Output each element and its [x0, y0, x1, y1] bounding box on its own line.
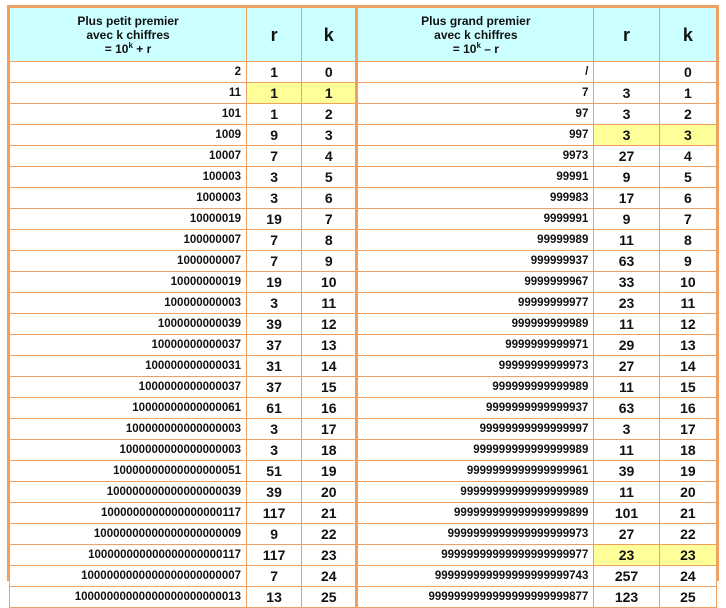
- header-largest-prime: [357, 8, 594, 62]
- largest-r-cell: 257: [594, 566, 659, 587]
- smallest-prime-cell: 1000000000039: [10, 314, 247, 335]
- smallest-k-cell: 18: [302, 440, 357, 461]
- largest-r-cell: 17: [594, 188, 659, 209]
- smallest-k-cell: 20: [302, 482, 357, 503]
- largest-prime-cell: 99999999999999999999977: [357, 545, 594, 566]
- table-row: [10, 419, 717, 440]
- largest-prime-cell: 999999999999989: [357, 377, 594, 398]
- largest-prime-cell: 9999999967: [357, 272, 594, 293]
- largest-r-cell: 11: [594, 377, 659, 398]
- header-right-line3-pre: = 10: [452, 41, 477, 56]
- header-left-r: r: [247, 8, 302, 62]
- smallest-k-cell: 16: [302, 398, 357, 419]
- smallest-r-cell: 13: [247, 587, 302, 608]
- smallest-k-cell: 17: [302, 419, 357, 440]
- table-row: [10, 272, 717, 293]
- smallest-k-cell: 25: [302, 587, 357, 608]
- smallest-k-cell: 0: [302, 62, 357, 83]
- largest-k-cell: 25: [659, 587, 716, 608]
- smallest-r-cell: 61: [247, 398, 302, 419]
- table-row: [10, 545, 717, 566]
- smallest-prime-cell: 1009: [10, 125, 247, 146]
- largest-prime-cell: 97: [357, 104, 594, 125]
- table-row: [10, 188, 717, 209]
- largest-k-cell: 1: [659, 83, 716, 104]
- largest-prime-cell: 999999999999999999999743: [357, 566, 594, 587]
- table-row: [10, 62, 717, 83]
- header-left-exponent: k: [128, 40, 133, 50]
- table-row: [10, 293, 717, 314]
- smallest-k-cell: 4: [302, 146, 357, 167]
- largest-prime-cell: 99999999999999997: [357, 419, 594, 440]
- table-row: [10, 377, 717, 398]
- smallest-prime-cell: 10000000000000000051: [10, 461, 247, 482]
- smallest-prime-cell: 100000000000000000039: [10, 482, 247, 503]
- primes-table: [9, 7, 717, 608]
- header-right-line1: Plus grand premier: [421, 13, 531, 28]
- smallest-k-cell: 3: [302, 125, 357, 146]
- smallest-prime-cell: 1000000000000037: [10, 377, 247, 398]
- largest-prime-cell: /: [357, 62, 594, 83]
- smallest-r-cell: 117: [247, 545, 302, 566]
- largest-k-cell: 3: [659, 125, 716, 146]
- table-row: [10, 209, 717, 230]
- smallest-r-cell: 39: [247, 314, 302, 335]
- smallest-r-cell: 9: [247, 125, 302, 146]
- largest-k-cell: 0: [659, 62, 716, 83]
- smallest-r-cell: 7: [247, 251, 302, 272]
- largest-r-cell: 23: [594, 293, 659, 314]
- smallest-r-cell: 3: [247, 419, 302, 440]
- largest-r-cell: 11: [594, 230, 659, 251]
- smallest-prime-cell: 1000000007: [10, 251, 247, 272]
- largest-r-cell: 63: [594, 398, 659, 419]
- largest-prime-cell: 99999999977: [357, 293, 594, 314]
- smallest-k-cell: 12: [302, 314, 357, 335]
- largest-k-cell: 2: [659, 104, 716, 125]
- smallest-k-cell: 14: [302, 356, 357, 377]
- largest-r-cell: 27: [594, 524, 659, 545]
- header-right-k: k: [659, 8, 716, 62]
- header-smallest-prime: [10, 8, 247, 62]
- table-row: [10, 524, 717, 545]
- smallest-r-cell: 31: [247, 356, 302, 377]
- smallest-k-cell: 11: [302, 293, 357, 314]
- largest-prime-cell: 99999999999973: [357, 356, 594, 377]
- largest-r-cell: 23: [594, 545, 659, 566]
- smallest-prime-cell: 1000000000000000003: [10, 440, 247, 461]
- smallest-prime-cell: 10000000019: [10, 272, 247, 293]
- smallest-prime-cell: 10007: [10, 146, 247, 167]
- largest-prime-cell: 999999937: [357, 251, 594, 272]
- smallest-prime-cell: 10000019: [10, 209, 247, 230]
- largest-prime-cell: 9999999999999999961: [357, 461, 594, 482]
- largest-r-cell: 11: [594, 440, 659, 461]
- largest-prime-cell: 99999989: [357, 230, 594, 251]
- smallest-r-cell: 19: [247, 272, 302, 293]
- smallest-r-cell: 9: [247, 524, 302, 545]
- table-row: [10, 314, 717, 335]
- table-body: [10, 62, 717, 608]
- smallest-prime-cell: 10000000000000061: [10, 398, 247, 419]
- largest-k-cell: 8: [659, 230, 716, 251]
- table-row: [10, 503, 717, 524]
- smallest-r-cell: 3: [247, 440, 302, 461]
- smallest-k-cell: 10: [302, 272, 357, 293]
- table-row: [10, 125, 717, 146]
- smallest-prime-cell: 100000000000000000000117: [10, 545, 247, 566]
- largest-prime-cell: 99999999999999999989: [357, 482, 594, 503]
- table-row: [10, 167, 717, 188]
- largest-prime-cell: 997: [357, 125, 594, 146]
- smallest-prime-cell: 10000000000037: [10, 335, 247, 356]
- largest-k-cell: 4: [659, 146, 716, 167]
- largest-r-cell: 27: [594, 356, 659, 377]
- largest-k-cell: 14: [659, 356, 716, 377]
- primes-table-frame: [7, 5, 719, 605]
- smallest-r-cell: 37: [247, 335, 302, 356]
- smallest-prime-cell: 100003: [10, 167, 247, 188]
- largest-r-cell: 9: [594, 167, 659, 188]
- smallest-k-cell: 6: [302, 188, 357, 209]
- largest-k-cell: 24: [659, 566, 716, 587]
- largest-r-cell: 29: [594, 335, 659, 356]
- largest-r-cell: 11: [594, 482, 659, 503]
- largest-k-cell: 11: [659, 293, 716, 314]
- largest-r-cell: 3: [594, 419, 659, 440]
- smallest-prime-cell: 10000000000000000000000013: [10, 587, 247, 608]
- smallest-r-cell: 3: [247, 293, 302, 314]
- largest-k-cell: 19: [659, 461, 716, 482]
- largest-r-cell: 101: [594, 503, 659, 524]
- largest-k-cell: 17: [659, 419, 716, 440]
- smallest-r-cell: 3: [247, 188, 302, 209]
- header-right-line3-post: – r: [480, 41, 499, 56]
- table-row: [10, 482, 717, 503]
- largest-r-cell: 123: [594, 587, 659, 608]
- largest-r-cell: 11: [594, 314, 659, 335]
- smallest-k-cell: 7: [302, 209, 357, 230]
- table-row: [10, 251, 717, 272]
- smallest-r-cell: 3: [247, 167, 302, 188]
- largest-r-cell: 39: [594, 461, 659, 482]
- largest-r-cell: 9: [594, 209, 659, 230]
- smallest-k-cell: 21: [302, 503, 357, 524]
- header-left-line3-post: + r: [132, 41, 152, 56]
- table-row: [10, 356, 717, 377]
- largest-k-cell: 5: [659, 167, 716, 188]
- smallest-r-cell: 117: [247, 503, 302, 524]
- table-row: [10, 566, 717, 587]
- largest-prime-cell: 9999999999971: [357, 335, 594, 356]
- table-row: [10, 440, 717, 461]
- largest-prime-cell: 999999999999999999899: [357, 503, 594, 524]
- largest-r-cell: 27: [594, 146, 659, 167]
- smallest-prime-cell: 100000000000031: [10, 356, 247, 377]
- largest-r-cell: 3: [594, 104, 659, 125]
- smallest-k-cell: 15: [302, 377, 357, 398]
- smallest-prime-cell: 100000000003: [10, 293, 247, 314]
- smallest-r-cell: 19: [247, 209, 302, 230]
- largest-k-cell: 18: [659, 440, 716, 461]
- largest-r-cell: 33: [594, 272, 659, 293]
- smallest-r-cell: 7: [247, 230, 302, 251]
- header-left-line2: avec k chiffres: [86, 27, 170, 42]
- smallest-r-cell: 1: [247, 83, 302, 104]
- largest-k-cell: 6: [659, 188, 716, 209]
- smallest-k-cell: 5: [302, 167, 357, 188]
- smallest-r-cell: 37: [247, 377, 302, 398]
- header-right-exponent: k: [476, 40, 481, 50]
- header-left-line1: Plus petit premier: [77, 13, 179, 28]
- header-row: [10, 8, 717, 62]
- largest-r-cell: [594, 62, 659, 83]
- smallest-k-cell: 9: [302, 251, 357, 272]
- smallest-k-cell: 8: [302, 230, 357, 251]
- largest-k-cell: 12: [659, 314, 716, 335]
- largest-k-cell: 10: [659, 272, 716, 293]
- table-row: [10, 335, 717, 356]
- smallest-k-cell: 22: [302, 524, 357, 545]
- table-row: [10, 104, 717, 125]
- largest-prime-cell: 999999999999999989: [357, 440, 594, 461]
- largest-prime-cell: 99991: [357, 167, 594, 188]
- smallest-prime-cell: 1000000000000000000117: [10, 503, 247, 524]
- table-row: [10, 587, 717, 608]
- smallest-r-cell: 51: [247, 461, 302, 482]
- largest-r-cell: 3: [594, 125, 659, 146]
- largest-r-cell: 3: [594, 83, 659, 104]
- smallest-prime-cell: 101: [10, 104, 247, 125]
- header-left-line3-pre: = 10: [104, 41, 129, 56]
- smallest-prime-cell: 2: [10, 62, 247, 83]
- table-row: [10, 83, 717, 104]
- header-left-k: k: [302, 8, 357, 62]
- largest-k-cell: 16: [659, 398, 716, 419]
- smallest-prime-cell: 1000000000000000000000007: [10, 566, 247, 587]
- smallest-prime-cell: 10000000000000000000009: [10, 524, 247, 545]
- smallest-prime-cell: 100000000000000003: [10, 419, 247, 440]
- largest-k-cell: 13: [659, 335, 716, 356]
- smallest-r-cell: 1: [247, 104, 302, 125]
- smallest-k-cell: 24: [302, 566, 357, 587]
- largest-k-cell: 22: [659, 524, 716, 545]
- largest-k-cell: 21: [659, 503, 716, 524]
- largest-prime-cell: 7: [357, 83, 594, 104]
- smallest-r-cell: 7: [247, 566, 302, 587]
- largest-prime-cell: 9999999999999999999973: [357, 524, 594, 545]
- largest-k-cell: 9: [659, 251, 716, 272]
- smallest-k-cell: 19: [302, 461, 357, 482]
- largest-prime-cell: 999999999989: [357, 314, 594, 335]
- header-right-r: r: [594, 8, 659, 62]
- table-row: [10, 461, 717, 482]
- table-row: [10, 146, 717, 167]
- largest-prime-cell: 9999999999999999999999877: [357, 587, 594, 608]
- smallest-r-cell: 1: [247, 62, 302, 83]
- table-row: [10, 398, 717, 419]
- smallest-k-cell: 13: [302, 335, 357, 356]
- largest-k-cell: 15: [659, 377, 716, 398]
- largest-prime-cell: 9999999999999937: [357, 398, 594, 419]
- largest-r-cell: 63: [594, 251, 659, 272]
- smallest-r-cell: 7: [247, 146, 302, 167]
- smallest-prime-cell: 11: [10, 83, 247, 104]
- smallest-prime-cell: 1000003: [10, 188, 247, 209]
- smallest-prime-cell: 100000007: [10, 230, 247, 251]
- largest-prime-cell: 9999991: [357, 209, 594, 230]
- header-right-line2: avec k chiffres: [434, 27, 518, 42]
- largest-k-cell: 7: [659, 209, 716, 230]
- largest-k-cell: 20: [659, 482, 716, 503]
- smallest-k-cell: 23: [302, 545, 357, 566]
- largest-prime-cell: 9973: [357, 146, 594, 167]
- smallest-r-cell: 39: [247, 482, 302, 503]
- smallest-k-cell: 1: [302, 83, 357, 104]
- smallest-k-cell: 2: [302, 104, 357, 125]
- largest-prime-cell: 999983: [357, 188, 594, 209]
- table-row: [10, 230, 717, 251]
- largest-k-cell: 23: [659, 545, 716, 566]
